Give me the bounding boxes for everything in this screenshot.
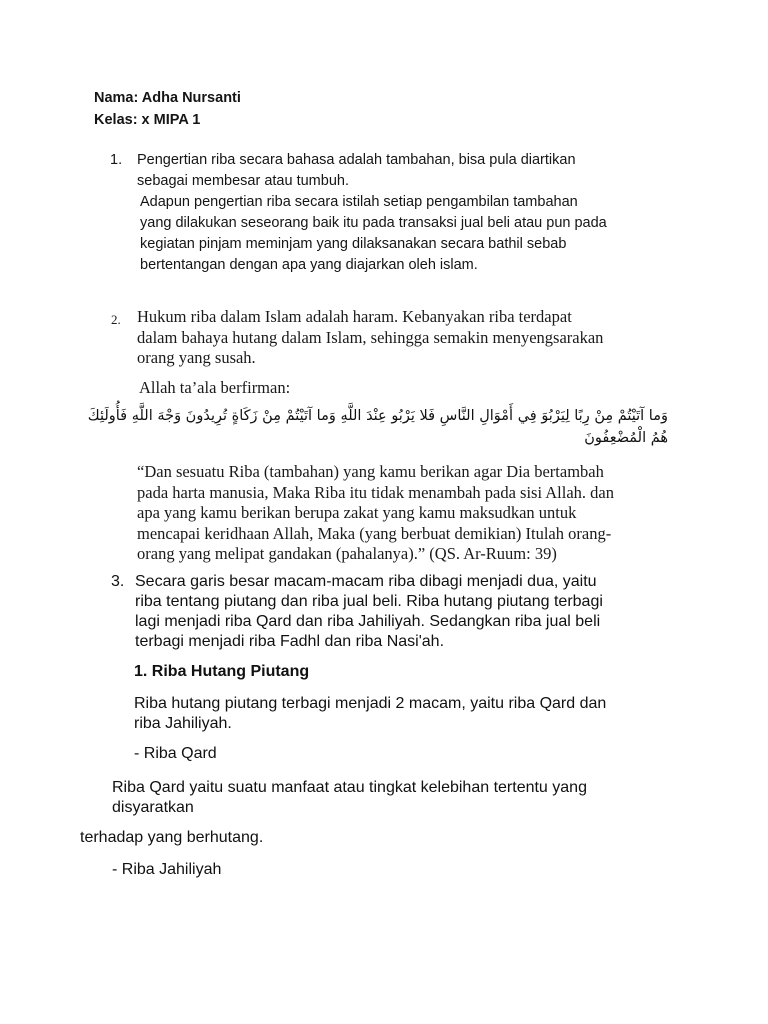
- item-2-line: orang yang susah.: [137, 348, 256, 367]
- item-1-line: sebagai membesar atau tumbuh.: [137, 173, 349, 189]
- student-name: Nama: Adha Nursanti: [94, 90, 241, 106]
- riba-jahiliyah-label: - Riba Jahiliyah: [112, 861, 222, 878]
- item-3-line: terbagi menjadi riba Fadhl dan riba Nasi'ah.: [135, 633, 445, 650]
- item-1-line: bertentangan dengan apa yang diajarkan oleh islam.: [140, 257, 478, 273]
- riba-qard-label: - Riba Qard: [134, 745, 217, 762]
- item-2-line: dalam bahaya hutang dalam Islam, sehingga semakin menyengsarakan: [137, 327, 604, 347]
- terhadap-text: terhadap yang berhutang.: [80, 829, 264, 846]
- arabic-verse: [87, 405, 668, 449]
- riba-qard-line: disyaratkan: [112, 799, 194, 816]
- item-3-line: riba tentang piutang dan riba jual beli. Riba hutang piutang terbagi: [135, 593, 603, 610]
- riba-qard-line: Riba Qard yaitu suatu manfaat atau tingkat kelebihan tertentu yang: [112, 779, 587, 796]
- firman-label: Allah ta’ala berfirman:: [139, 378, 291, 397]
- riba-hutang-piutang-line: Riba hutang piutang terbagi menjadi 2 macam, yaitu riba Qard dan: [134, 695, 607, 712]
- translation-line: orang yang melipat gandakan (pahalanya).” (QS. Ar-Ruum: 39): [137, 544, 557, 563]
- riba-hutang-piutang-text: [134, 694, 606, 734]
- riba-hutang-piutang-line: riba Jahiliyah.: [134, 715, 232, 732]
- arabic-verse-line: هُمُ الْمُضْعِفُونَ: [584, 430, 668, 446]
- translation-line: mencapai keridhaan Allah, Maka (yang berbuat demikian) Itulah orang-: [137, 523, 612, 543]
- item-3-number: 3.: [111, 573, 125, 590]
- item-1-line: yang dilakukan seseorang baik itu pada transaksi jual beli atau pun pada: [140, 215, 607, 231]
- student-class: Kelas: x MIPA 1: [94, 112, 201, 128]
- translation-line: pada harta manusia, Maka Riba itu tidak menambah pada sisi Allah. dan: [137, 482, 614, 502]
- subheading-riba-hutang-piutang: 1. Riba Hutang Piutang: [134, 663, 310, 680]
- item-3-line: lagi menjadi riba Qard dan riba Jahiliyah. Sedangkan riba jual beli: [135, 613, 601, 630]
- item-1-line: Pengertian riba secara bahasa adalah tambahan, bisa pula diartikan: [137, 152, 576, 168]
- item-1-line: Adapun pengertian riba secara istilah setiap pengambilan tambahan: [140, 194, 578, 210]
- item-1-text: [137, 150, 576, 192]
- arabic-verse-line: وَما آتَيْتُمْ مِنْ رِبًا لِيَرْبُوَ فِي أَمْوَالِ النَّاسِ فَلا يَرْبُو عِنْدَ اللَّهِ وَما آتَيْتُمْ مِنْ زَكَاةٍ تُرِيدُونَ وَجْهَ اللَّهِ فَأُولَئِكَ: [87, 408, 668, 424]
- item-1-number: 1.: [110, 152, 123, 168]
- item-2-text: [137, 307, 603, 369]
- translation-line: apa yang kamu berikan berupa zakat yang kamu maksudkan untuk: [137, 503, 577, 522]
- item-2-number: 2.: [111, 312, 121, 327]
- verse-translation: [137, 462, 614, 565]
- riba-qard-text: [112, 778, 587, 818]
- item-1-definition: [140, 192, 607, 276]
- item-3-text: [135, 572, 603, 652]
- item-2-line: Hukum riba dalam Islam adalah haram. Kebanyakan riba terdapat: [137, 307, 572, 326]
- translation-line: “Dan sesuatu Riba (tambahan) yang kamu berikan agar Dia bertambah: [137, 462, 604, 481]
- item-3-line: Secara garis besar macam-macam riba dibagi menjadi dua, yaitu: [135, 573, 597, 590]
- item-1-line: kegiatan pinjam meminjam yang dilaksanakan secara bathil sebab: [140, 236, 567, 252]
